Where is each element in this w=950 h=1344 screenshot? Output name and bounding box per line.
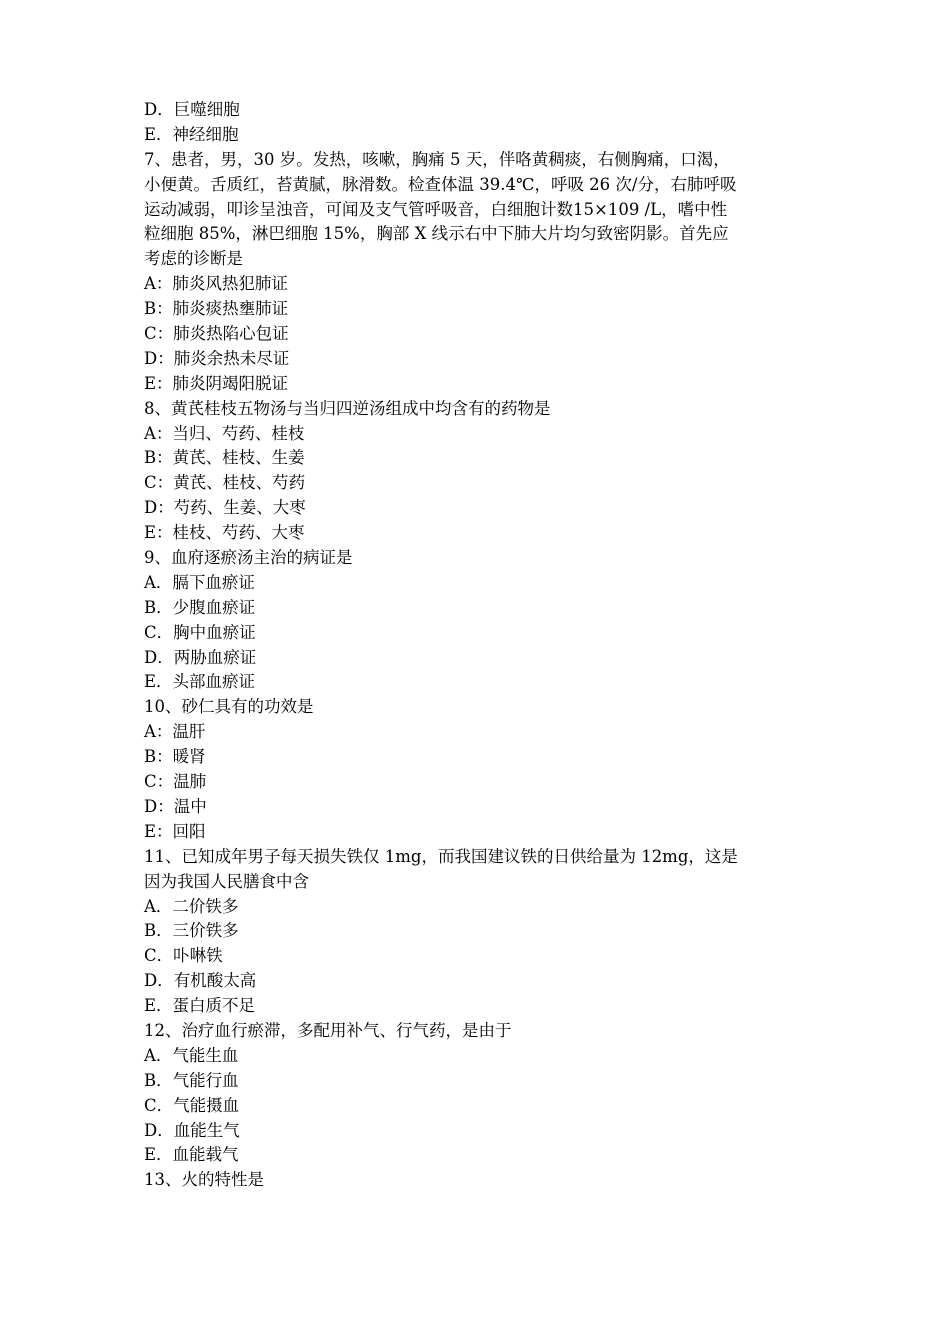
question-stem-line: 8、黄芪桂枝五物汤与当归四逆汤组成中均含有的药物是 (144, 398, 551, 418)
option-line: C：温肺 (144, 772, 207, 792)
option-line: E：回阳 (144, 821, 206, 841)
option-line: E．蛋白质不足 (144, 996, 256, 1016)
question-8 (144, 397, 808, 546)
option-line: A：当归、芍药、桂枝 (144, 423, 305, 443)
question-stem-line: 7、患者，男，30 岁。发热，咳嗽，胸痛 5 天，伴咯黄稠痰，右侧胸痛，口渴， (144, 149, 730, 169)
option-line: B．少腹血瘀证 (144, 597, 256, 617)
question-13 (144, 1168, 808, 1193)
option-line: D：温中 (144, 796, 207, 816)
option-line: B：肺炎痰热壅肺证 (144, 299, 289, 319)
option-line: C．气能摄血 (144, 1095, 240, 1115)
option-line: E：桂枝、芍药、大枣 (144, 523, 305, 543)
option-line: E．神经细胞 (144, 124, 239, 144)
question-9 (144, 546, 808, 695)
question-stem-line: 因为我国人民膳食中含 (144, 871, 309, 891)
option-line: A．膈下血瘀证 (144, 572, 255, 592)
option-line: C：黄芪、桂枝、芍药 (144, 473, 306, 493)
option-line: B．三价铁多 (144, 921, 239, 941)
document-content (144, 98, 808, 1193)
option-line: E：肺炎阴竭阳脱证 (144, 373, 289, 393)
option-line: C．胸中血瘀证 (144, 622, 256, 642)
option-line: E．头部血瘀证 (144, 672, 256, 692)
option-line: D．两胁血瘀证 (144, 647, 257, 667)
option-line: A：温肝 (144, 722, 206, 742)
question-7 (144, 148, 808, 397)
option-line: A．气能生血 (144, 1045, 239, 1065)
question-stem-line: 11、已知成年男子每天损失铁仅 1mg，而我国建议铁的日供给量为 12mg，这是 (144, 846, 738, 866)
question-stem-line: 粒细胞 85%，淋巴细胞 15%，胸部 X 线示右中下肺大片均匀致密阴影。首先应 (144, 224, 729, 244)
question-stem-line: 小便黄。舌质红，苔黄腻，脉滑数。检查体温 39.4℃，呼吸 26 次/分，右肺呼吸 (144, 174, 737, 194)
question-11 (144, 845, 808, 1019)
question-stem-line: 12、治疗血行瘀滞，多配用补气、行气药，是由于 (144, 1020, 512, 1040)
option-line: A：肺炎风热犯肺证 (144, 274, 288, 294)
question-stem-line: 9、血府逐瘀汤主治的病证是 (144, 548, 353, 568)
option-line: D：肺炎余热未尽证 (144, 348, 290, 368)
option-line: B：暖肾 (144, 747, 206, 767)
lead-options (144, 98, 808, 148)
option-line: D．有机酸太高 (144, 971, 257, 991)
question-12 (144, 1019, 808, 1168)
question-10 (144, 695, 808, 844)
option-line: D．巨噬细胞 (144, 100, 240, 119)
option-line: E．血能载气 (144, 1145, 239, 1165)
option-line: A．二价铁多 (144, 896, 239, 916)
option-line: D：芍药、生姜、大枣 (144, 498, 306, 518)
option-line: C．卟啉铁 (144, 946, 223, 966)
question-stem-line: 运动减弱，叩诊呈浊音，可闻及支气管呼吸音，白细胞计数15×109 /L，嗜中性 (144, 199, 728, 219)
question-stem-line: 13、火的特性是 (144, 1170, 264, 1190)
question-stem-line: 考虑的诊断是 (144, 249, 243, 269)
option-line: C：肺炎热陷心包证 (144, 324, 289, 344)
question-stem-line: 10、砂仁具有的功效是 (144, 697, 314, 717)
option-line: B：黄芪、桂枝、生姜 (144, 448, 305, 468)
option-line: D．血能生气 (144, 1120, 240, 1140)
option-line: B．气能行血 (144, 1070, 239, 1090)
